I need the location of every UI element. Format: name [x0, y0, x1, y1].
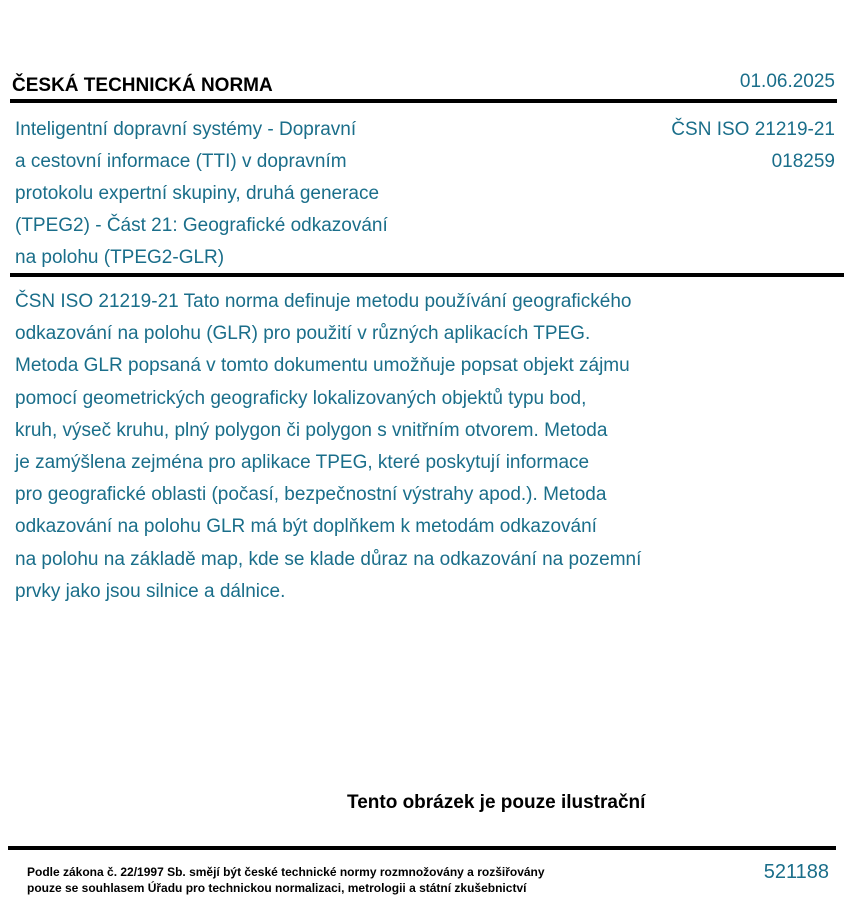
legal-notice [27, 864, 545, 896]
legal-line: Podle zákona č. 22/1997 Sb. smějí být české technické normy rozmnožovány a rozšiřovány [27, 865, 545, 879]
abstract-line: Metoda GLR popsaná v tomto dokumentu umožňuje popsat objekt zájmu [15, 355, 630, 377]
title-divider [10, 273, 844, 277]
abstract-line: prvky jako jsou silnice a dálnice. [15, 580, 286, 602]
abstract-line: kruh, výseč kruhu, plný polygon či polygon s vnitřním otvorem. Metoda [15, 419, 608, 441]
abstract [15, 286, 775, 608]
standard-code: ČSN ISO 21219-21 [671, 119, 835, 140]
catalog-number: 018259 [771, 151, 835, 172]
header-title: ČESKÁ TECHNICKÁ NORMA [12, 75, 273, 96]
title-line: protokolu expertní skupiny, druhá generace [15, 183, 380, 204]
footer-divider [8, 846, 836, 850]
title-line: na polohu (TPEG2-GLR) [15, 247, 225, 268]
standard-identifiers [671, 114, 835, 178]
footer-number: 521188 [763, 861, 829, 883]
illustration-note: Tento obrázek je pouze ilustrační [347, 792, 646, 813]
document-title [15, 114, 535, 274]
abstract-line: pomocí geometrických geograficky lokalizovaných objektů typu bod, [15, 387, 587, 409]
header-divider [10, 99, 837, 103]
abstract-line: je zamýšlena zejména pro aplikace TPEG, které poskytují informace [15, 452, 590, 474]
title-line: (TPEG2) - Část 21: Geografické odkazování [15, 215, 388, 236]
abstract-line: na polohu na základě map, kde se klade důraz na odkazování na pozemní [15, 548, 642, 570]
abstract-line: ČSN ISO 21219-21 Tato norma definuje metodu používání geografického [15, 291, 632, 312]
abstract-line: odkazování na polohu GLR má být doplňkem k metodám odkazování [15, 516, 597, 538]
abstract-line: odkazování na polohu (GLR) pro použití v různých aplikacích TPEG. [15, 323, 591, 345]
title-line: Inteligentní dopravní systémy - Dopravní [15, 119, 357, 140]
abstract-line: pro geografické oblasti (počasí, bezpečnostní výstrahy apod.). Metoda [15, 484, 607, 506]
issue-date: 01.06.2025 [739, 71, 835, 92]
legal-line: pouze se souhlasem Úřadu pro technickou normalizaci, metrologii a státní zkušebnictví [27, 881, 527, 895]
title-line: a cestovní informace (TTI) v dopravním [15, 151, 347, 172]
